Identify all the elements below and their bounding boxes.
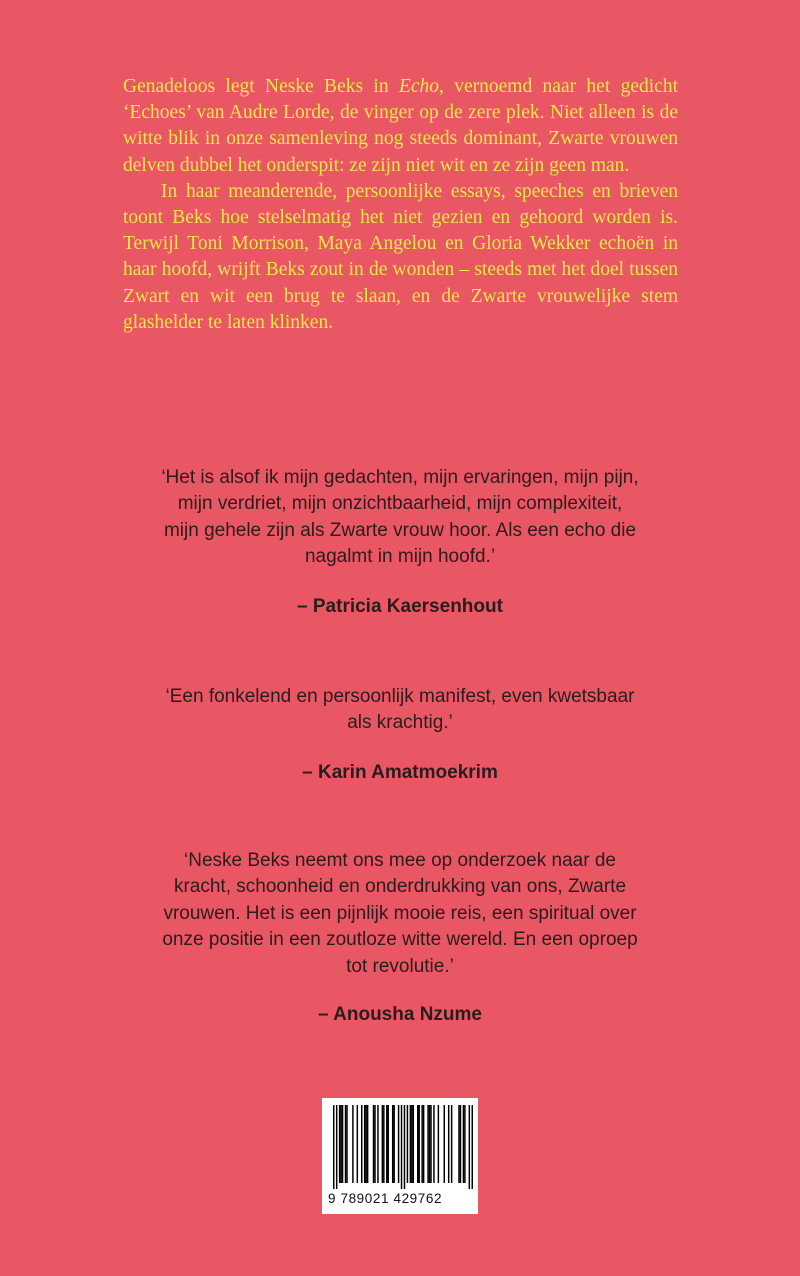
barcode-bar [383, 1105, 384, 1183]
barcode-bar [464, 1105, 465, 1183]
barcode-bar [460, 1105, 461, 1183]
barcode-bar [392, 1105, 393, 1183]
barcode-bar [458, 1105, 459, 1183]
quote-line: ‘Neske Beks neemt ons mee op onderzoek naar de [184, 850, 616, 871]
barcode-bar [411, 1105, 412, 1183]
quote-line: nagalmt in mijn hoofd.’ [304, 546, 496, 568]
blurb-text: Genadeloos legt Neske Beks in [123, 76, 399, 97]
barcode-bar [373, 1105, 374, 1183]
barcode-bar [469, 1105, 470, 1189]
quote-line: onze positie in een zoutloze witte wereld. En een oproep [162, 929, 638, 951]
barcode-bar [472, 1105, 473, 1189]
barcode-bar [352, 1105, 353, 1183]
barcode-bar [388, 1105, 389, 1183]
barcode-bar [364, 1105, 365, 1183]
barcode-bar [438, 1105, 439, 1183]
barcode-bar [377, 1105, 378, 1183]
barcode-bar [382, 1105, 383, 1183]
barcode-bars [333, 1105, 473, 1189]
blurb-paragraph-2: In haar meanderende, persoonlijke essays, speeches en brieven toont Beks hoe stelselmatig het niet gezien en gehoord worden is. Terwijl Toni Morrison, Maya Angelou en Gloria Wekker echoën in haar hoofd, wrijft Beks zout in de wonden – steeds met het doel tussen Zwart en wit een brug te slaan, en de Zwarte vrouwelijke stem glashelder te laten klinken. [123, 180, 678, 333]
barcode-bar [386, 1105, 387, 1183]
quote-line: als krachtig.’ [347, 712, 453, 734]
quote-1 [90, 465, 710, 618]
quote-line: tot revolutie.’ [346, 955, 454, 977]
isbn-number: 9 789021 429762 [328, 1191, 443, 1206]
barcode-bar [342, 1105, 343, 1183]
quote-3 [90, 848, 710, 1026]
barcode-bar [374, 1105, 375, 1183]
quote-line: ‘Een fonkelend en persoonlijk manifest, even kwetsbaar [165, 686, 635, 707]
quote-author: – Anousha Nzume [318, 1004, 482, 1026]
barcode-bar [418, 1105, 419, 1183]
barcode-bar [427, 1105, 428, 1183]
quote-text [90, 684, 710, 737]
quote-line: ‘Het is alsof ik mijn gedachten, mijn ervaringen, mijn pijn, [161, 467, 639, 488]
barcode-bar [407, 1105, 408, 1183]
barcode-bar [448, 1105, 449, 1183]
barcode-bar [429, 1105, 430, 1183]
barcode-bar [401, 1105, 402, 1189]
barcode-bar [367, 1105, 368, 1183]
blurb-paragraph-1 [123, 74, 678, 179]
barcode-bar [444, 1105, 445, 1183]
quote-text [90, 465, 710, 571]
barcode-bar [423, 1105, 424, 1183]
blurb [123, 74, 678, 336]
barcode-bar [417, 1105, 418, 1183]
barcode-bar [357, 1105, 358, 1183]
blurb-text: , vernoemd naar het gedicht ‘Echoes’ van Audre Lorde, de vinger op de zere plek. Niet alleen is de witte blik in onze samenleving nog steeds dominant, Zwarte vrouwen delven dubbel het onderspit: ze zijn niet wit en ze zijn geen man. [123, 76, 678, 176]
quote-author: – Patricia Kaersenhout [297, 595, 503, 617]
quote-text [90, 848, 710, 980]
barcode-bar [410, 1105, 411, 1183]
barcode-bar [361, 1105, 362, 1183]
barcode-bar [339, 1105, 340, 1183]
barcode-bar [413, 1105, 414, 1183]
barcode-bar [421, 1105, 422, 1183]
isbn-barcode [322, 1098, 478, 1214]
barcode-bar [365, 1105, 366, 1183]
barcode-bar [398, 1105, 399, 1183]
barcode-bar [336, 1105, 337, 1189]
barcode-bar [333, 1105, 334, 1189]
quote-line: mijn verdriet, mijn onzichtbaarheid, mijn complexiteit, [177, 493, 623, 515]
quote-line: mijn gehele zijn als Zwarte vrouw hoor. Als een echo die [163, 519, 637, 541]
barcode-bar [393, 1105, 394, 1183]
quote-author: – Karin Amatmoekrim [302, 761, 498, 783]
barcode-bar [404, 1105, 405, 1189]
quote-line: vrouwen. Het is een pijnlijk mooie reis, een spiritual over [163, 902, 637, 924]
book-title: Echo [398, 76, 439, 97]
barcode-bar [433, 1105, 434, 1183]
barcode-bar [463, 1105, 464, 1183]
barcode-bar [346, 1105, 347, 1183]
barcode-bar [340, 1105, 341, 1183]
quote-2 [90, 684, 710, 784]
barcode-bar [345, 1105, 346, 1183]
barcode-bar [430, 1105, 431, 1183]
quote-line: kracht, schoonheid en onderdrukking van ons, Zwarte [173, 876, 627, 898]
barcode-bar [451, 1105, 452, 1183]
